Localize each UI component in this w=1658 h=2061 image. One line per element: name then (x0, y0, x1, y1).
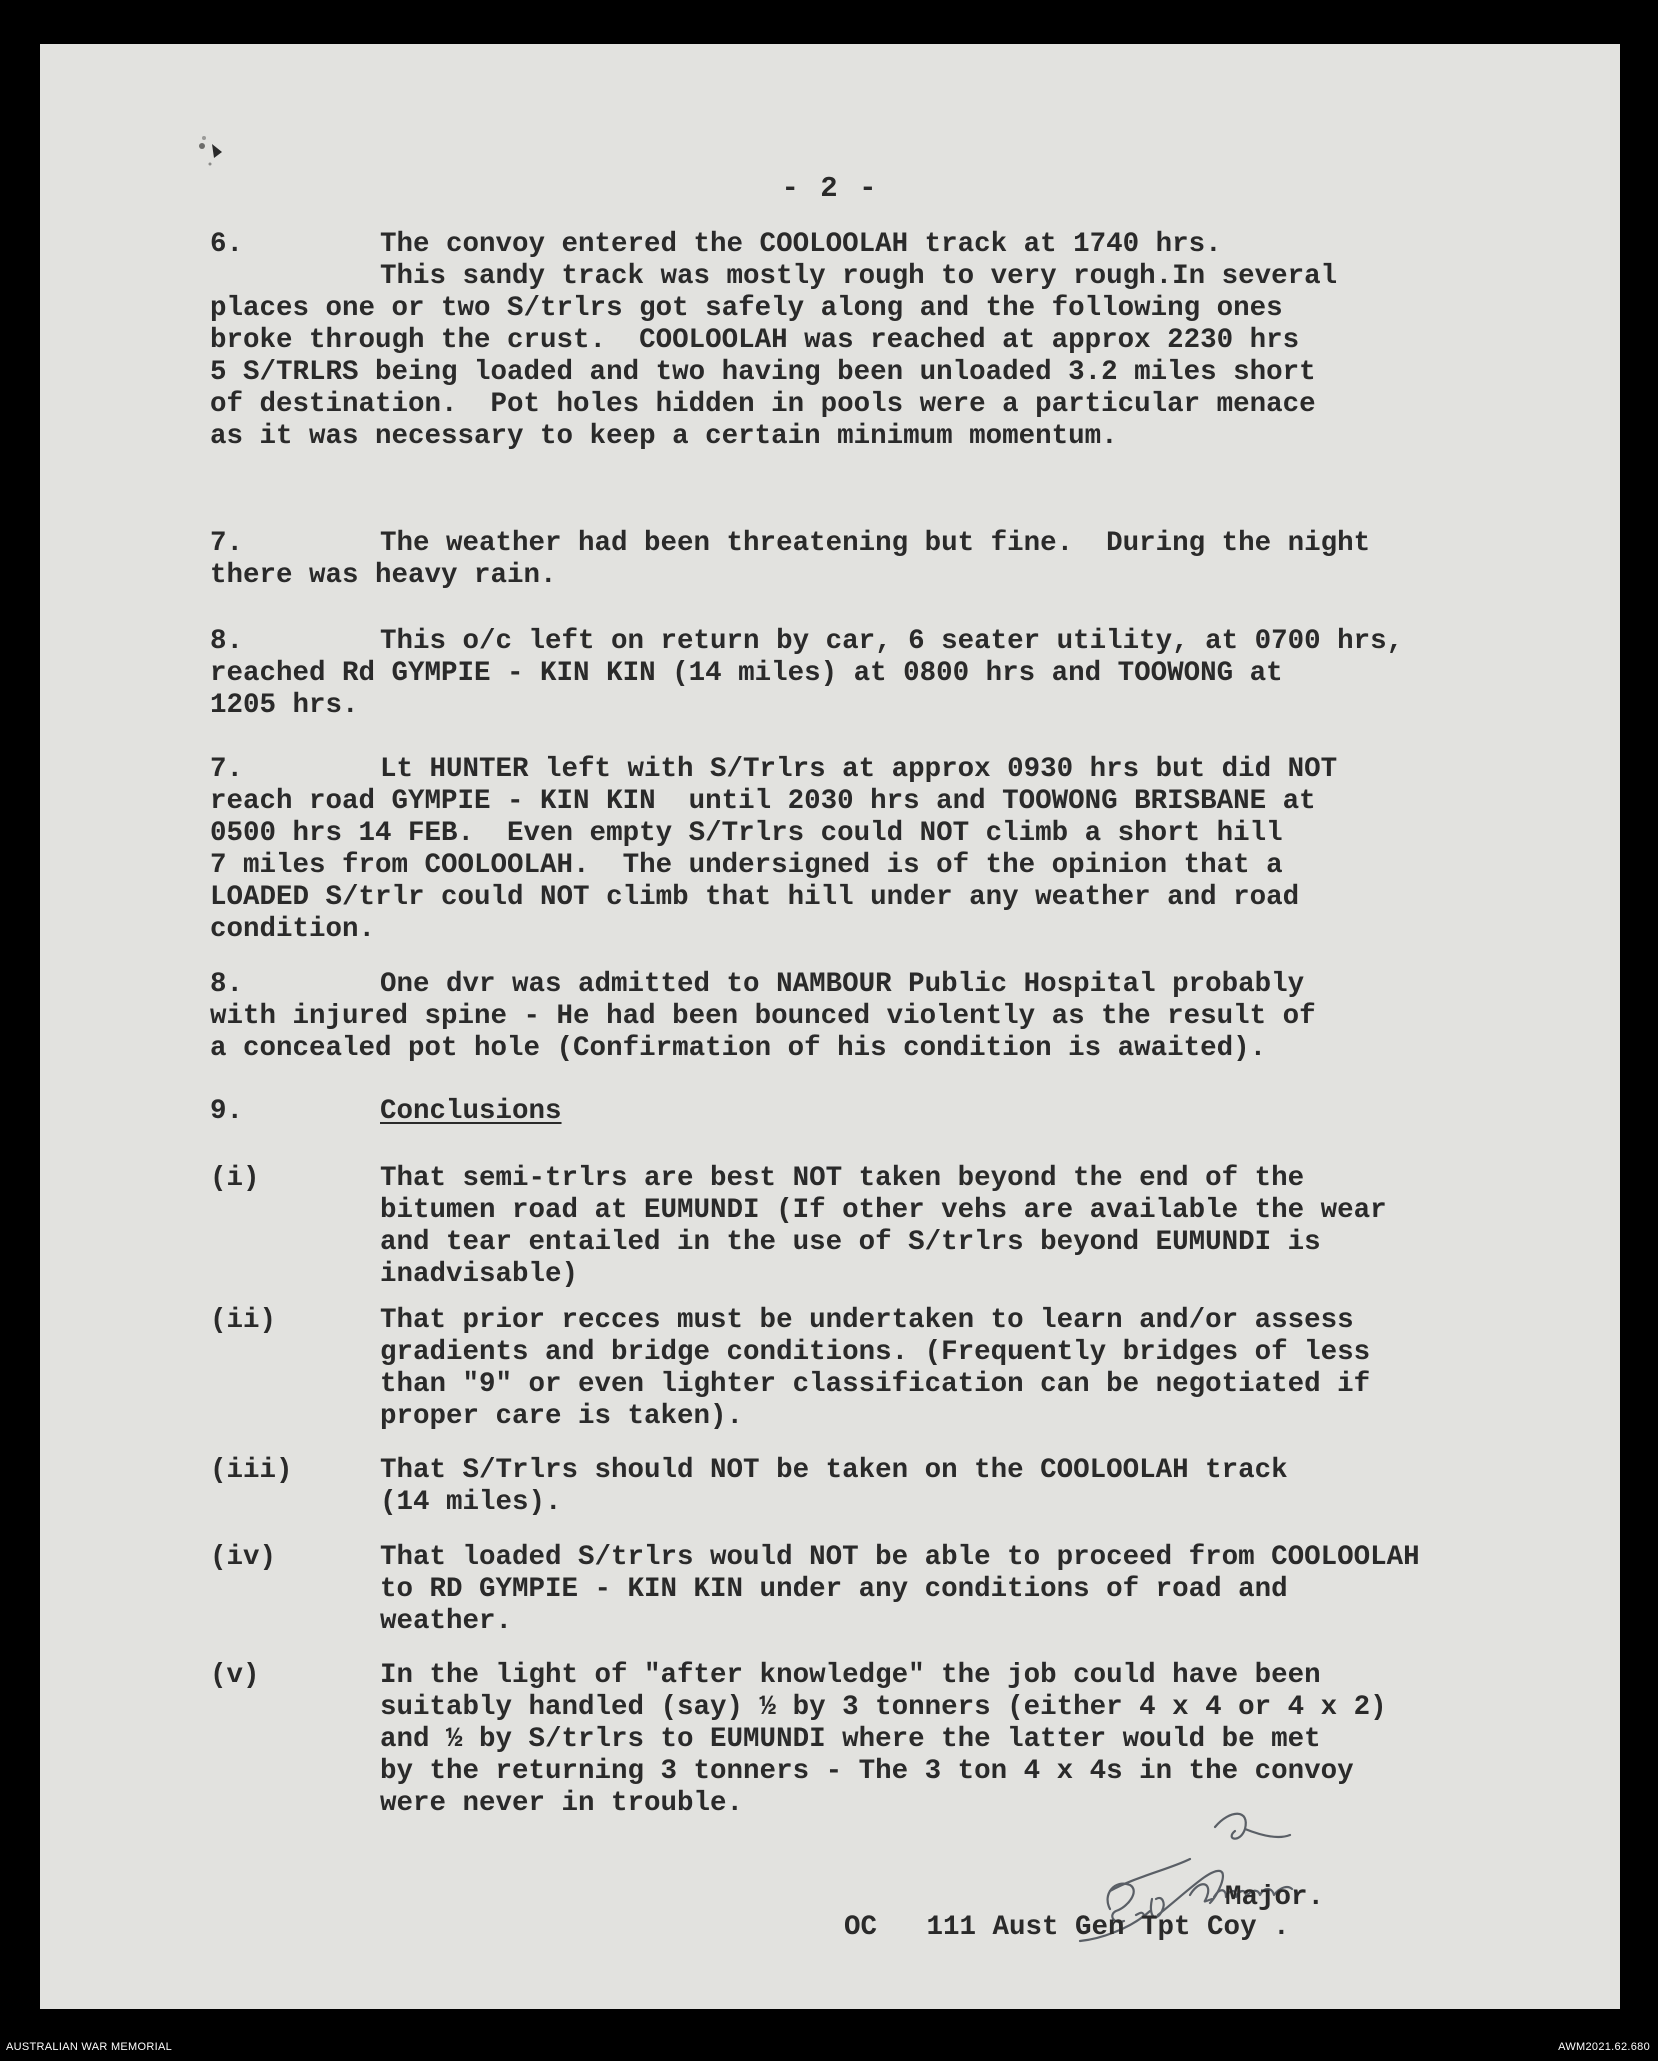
paragraph-line: condition. (210, 914, 376, 945)
paragraph-7 (210, 528, 1560, 592)
paragraph-line: places one or two S/trlrs got safely along and the following ones (210, 293, 1283, 324)
conclusions-section (210, 1096, 1560, 1128)
paragraph-line: 0500 hrs 14 FEB. Even empty S/Trlrs could NOT climb a short hill (210, 818, 1283, 849)
paragraph-line: 6. The convoy entered the COOLOOLAH track at 1740 hrs. (210, 229, 1222, 260)
paragraph-line: as it was necessary to keep a certain minimum momentum. (210, 421, 1118, 452)
paragraph-8 (210, 626, 1560, 722)
conclusions-heading: Conclusions (380, 1096, 562, 1127)
document-page (40, 44, 1620, 2009)
paragraph-line: This sandy track was mostly rough to very rough.In several (380, 261, 1338, 292)
paragraph-line: 5 S/TRLRS being loaded and two having been unloaded 3.2 miles short (210, 357, 1316, 388)
paragraph-line: a concealed pot hole (Confirmation of his condition is awaited). (210, 1033, 1267, 1064)
paragraph-line: there was heavy rain. (210, 560, 557, 591)
paragraph-line: 8. One dvr was admitted to NAMBOUR Public Hospital probably (210, 969, 1305, 1000)
signatory-rank: Major. (1225, 1882, 1325, 1913)
paragraph-line: 7. The weather had been threatening but fine. During the night (210, 528, 1371, 559)
conclusion-text: That prior recces must be undertaken to learn and/or assess gradients and bridge conditions. (Frequently bridges of less than "9" or even lighter classification can be negotiated if proper care is taken). (380, 1305, 1371, 1432)
paragraph-line: reach road GYMPIE - KIN KIN until 2030 hrs and TOOWONG BRISBANE at (210, 786, 1316, 817)
paragraph-line: 7. Lt HUNTER left with S/Trlrs at approx 0930 hrs but did NOT (210, 754, 1338, 785)
signatory-unit: OC 111 Aust Gen Tpt Coy . (844, 1912, 1290, 1943)
paragraph-line: 1205 hrs. (210, 690, 359, 721)
conclusion-label: (ii) (210, 1305, 277, 1336)
conclusion-text: That semi-trlrs are best NOT taken beyond the end of the bitumen road at EUMUNDI (If other vehs are available the wear and tear entailed in the use of S/trlrs beyond EUMUNDI is inadvisable) (380, 1163, 1387, 1290)
conclusion-label: (iii) (210, 1455, 293, 1486)
paragraph-number: 6. (210, 229, 244, 260)
conclusion-text: In the light of "after knowledge" the job could have been suitably handled (say) ½ by 3 tonners (either 4 x 4 or 4 x 2) and ½ by S/trlrs to EUMUNDI where the latter would be met by the returning 3 tonners - The 3 ton 4 x 4s in the convoy were never in trouble. (380, 1660, 1387, 1819)
paragraph-line: 8. This o/c left on return by car, 6 seater utility, at 0700 hrs, (210, 626, 1404, 657)
archive-credit: AUSTRALIAN WAR MEMORIAL (6, 2041, 173, 2053)
conclusion-label: (iv) (210, 1542, 277, 1573)
conclusion-label: (i) (210, 1163, 260, 1194)
paragraph-6 (210, 229, 1560, 453)
paragraph-line: with injured spine - He had been bounced violently as the result of (210, 1001, 1316, 1032)
paragraph-number: 8. (210, 969, 244, 1000)
paragraph-7-second (210, 754, 1560, 946)
paragraph-8-second (210, 969, 1560, 1065)
paragraph-number: 7. (210, 528, 244, 559)
conclusions-heading-line (210, 1096, 1560, 1128)
paragraph-number: 7. (210, 754, 244, 785)
paragraph-line: broke through the crust. COOLOOLAH was reached at approx 2230 hrs (210, 325, 1300, 356)
paragraph-number: 8. (210, 626, 244, 657)
document-body (40, 44, 1620, 2009)
paragraph-line: LOADED S/trlr could NOT climb that hill under any weather and road (210, 882, 1300, 913)
paragraph-line: 7 miles from COOLOOLAH. The undersigned is of the opinion that a (210, 850, 1283, 881)
archive-reference: AWM2021.62.680 (1558, 2041, 1650, 2053)
paragraph-number: 9. (210, 1096, 244, 1127)
paragraph-line: reached Rd GYMPIE - KIN KIN (14 miles) at 0800 hrs and TOOWONG at (210, 658, 1283, 689)
conclusion-label: (v) (210, 1660, 260, 1691)
conclusion-text: That loaded S/trlrs would NOT be able to proceed from COOLOOLAH to RD GYMPIE - KIN KIN under any conditions of road and weather. (380, 1542, 1420, 1637)
conclusion-text: That S/Trlrs should NOT be taken on the COOLOOLAH track (14 miles). (380, 1455, 1288, 1518)
paragraph-line: of destination. Pot holes hidden in pools were a particular menace (210, 389, 1316, 420)
page-number: - 2 - (781, 172, 879, 205)
